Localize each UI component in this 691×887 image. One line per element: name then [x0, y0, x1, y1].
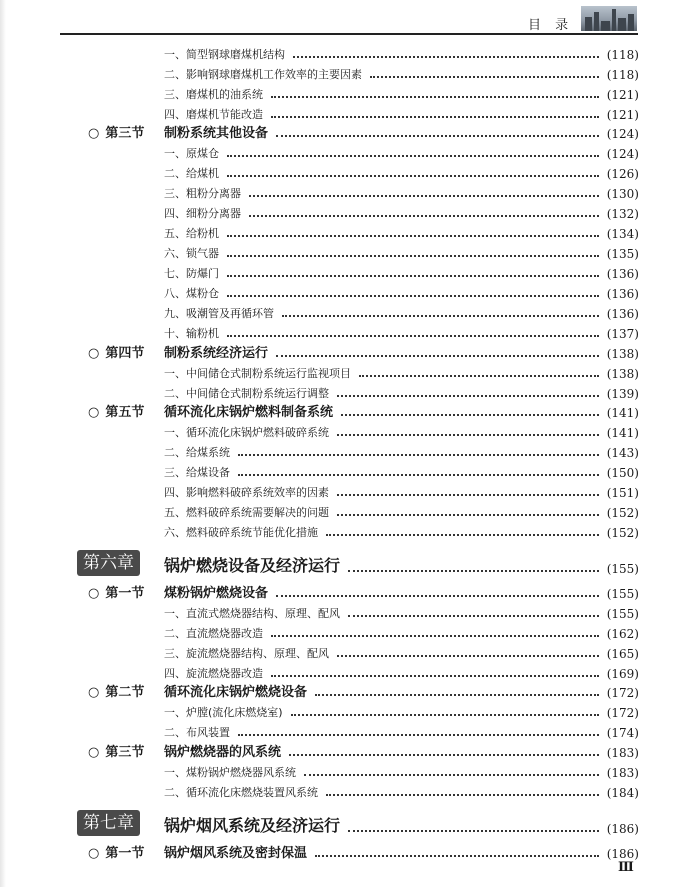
toc-page-number: (138) — [606, 367, 639, 381]
toc-title-group — [164, 285, 605, 301]
dot-leader — [315, 694, 599, 696]
section-number: 第三节 — [105, 745, 145, 760]
toc-item-row[interactable] — [0, 460, 691, 480]
toc-title-group — [164, 764, 605, 780]
circle-bullet-icon: ○ — [88, 586, 100, 601]
section-label — [88, 582, 144, 601]
toc-page-number: (186) — [606, 847, 639, 861]
toc-item-row[interactable] — [0, 281, 691, 301]
toc-item-row[interactable] — [0, 440, 691, 460]
toc-entry-title: 六、锁气器 — [164, 247, 219, 260]
dot-leader — [227, 295, 599, 297]
dot-leader — [276, 595, 599, 597]
toc-page-number: (121) — [606, 88, 639, 102]
toc-page-number: (130) — [606, 187, 639, 201]
toc-item-row[interactable] — [0, 500, 691, 520]
toc-entry-title: 十、输粉机 — [164, 327, 219, 340]
section-label — [88, 681, 144, 700]
toc-title-group — [164, 553, 605, 576]
toc-entry-title: 一、中间储仓式制粉系统运行监视项目 — [164, 367, 351, 380]
toc-title-group — [164, 784, 605, 800]
toc-entry-title: 循环流化床锅炉燃烧设备 — [164, 685, 308, 700]
toc-item-row[interactable] — [0, 621, 691, 641]
toc-entry-title: 三、旋流燃烧器结构、原理、配风 — [164, 647, 329, 660]
toc-title-group — [164, 106, 605, 122]
circle-bullet-icon: ○ — [88, 846, 100, 861]
dot-leader — [238, 454, 599, 456]
toc-page-number: (186) — [606, 822, 639, 836]
dot-leader — [337, 494, 599, 496]
toc-page-number: (124) — [606, 127, 639, 141]
dot-leader — [326, 534, 599, 536]
toc-item-row[interactable] — [0, 321, 691, 341]
dot-leader — [227, 275, 599, 277]
toc-entry-title: 一、原煤仓 — [164, 147, 219, 160]
toc-item-row[interactable] — [0, 62, 691, 82]
toc-chapter-row[interactable] — [0, 806, 691, 836]
toc-item-row[interactable] — [0, 480, 691, 500]
toc-chapter-row[interactable] — [0, 546, 691, 576]
toc-entry-title: 二、布风装置 — [164, 726, 230, 739]
dot-leader — [348, 570, 599, 572]
toc-page-number: (155) — [606, 587, 639, 601]
dot-leader — [282, 315, 599, 317]
toc-page-number: (126) — [606, 167, 639, 181]
toc-title-group — [164, 122, 605, 141]
dot-leader — [348, 615, 599, 617]
toc-page-number: (141) — [606, 406, 639, 420]
toc-page-number: (136) — [606, 267, 639, 281]
toc-entry-title: 二、中间储仓式制粉系统运行调整 — [164, 387, 329, 400]
toc-entry-title: 制粉系统经济运行 — [164, 346, 269, 361]
toc-item-row[interactable] — [0, 760, 691, 780]
dot-leader — [276, 355, 599, 357]
toc-title-group — [164, 524, 605, 540]
toc-entry-title: 锅炉烟风系统及经济运行 — [164, 816, 341, 835]
toc-item-row[interactable] — [0, 520, 691, 540]
section-label — [88, 741, 144, 760]
section-label — [88, 401, 144, 420]
toc-title-group — [164, 365, 605, 381]
toc-page-number: (174) — [606, 726, 639, 740]
dot-leader — [249, 195, 599, 197]
section-number: 第一节 — [105, 586, 145, 601]
toc-page-number: (137) — [606, 327, 639, 341]
dot-leader — [326, 794, 599, 796]
toc-item-row[interactable] — [0, 301, 691, 321]
toc-page-number: (135) — [606, 247, 639, 261]
toc-entry-title: 三、磨煤机的油系统 — [164, 88, 263, 101]
section-label — [88, 842, 144, 861]
dot-leader — [238, 734, 599, 736]
toc-title-group — [164, 205, 605, 221]
toc-item-row[interactable] — [0, 780, 691, 800]
toc-title-group — [164, 145, 605, 161]
toc-item-row[interactable] — [0, 700, 691, 720]
toc-entry-title: 八、煤粉仓 — [164, 287, 219, 300]
toc-title-group — [164, 66, 605, 82]
toc-page-number: (118) — [606, 68, 639, 82]
toc-title-group — [164, 444, 605, 460]
running-header: 目 录 — [528, 18, 574, 33]
toc-item-row[interactable] — [0, 601, 691, 621]
section-number: 第一节 — [105, 846, 145, 861]
toc-entry-title: 二、直流燃烧器改造 — [164, 627, 263, 640]
toc-page-number: (118) — [606, 48, 639, 62]
toc-item-row[interactable] — [0, 261, 691, 281]
toc-title-group — [164, 681, 605, 700]
toc-page-number: (136) — [606, 307, 639, 321]
toc-entry-title: 一、简型钢球磨煤机结构 — [164, 48, 285, 61]
toc-entry-title: 四、磨煤机节能改造 — [164, 108, 263, 121]
toc-entry-title: 二、影响钢球磨煤机工作效率的主要因素 — [164, 68, 362, 81]
circle-bullet-icon: ○ — [88, 685, 100, 700]
toc-entry-title: 一、煤粉锅炉燃烧器风系统 — [164, 766, 296, 779]
dot-leader — [271, 96, 599, 98]
dot-leader — [370, 76, 599, 78]
circle-bullet-icon: ○ — [88, 745, 100, 760]
toc-page-number: (151) — [606, 486, 639, 500]
toc-entry-title: 三、给煤设备 — [164, 466, 230, 479]
dot-leader — [271, 116, 599, 118]
dot-leader — [276, 135, 599, 137]
toc-entry-title: 锅炉烟风系统及密封保温 — [164, 846, 308, 861]
toc-page-number: (139) — [606, 387, 639, 401]
toc-title-group — [164, 464, 605, 480]
dot-leader — [271, 675, 599, 677]
toc-title-group — [164, 305, 605, 321]
dot-leader — [348, 830, 599, 832]
circle-bullet-icon: ○ — [88, 346, 100, 361]
dot-leader — [337, 655, 599, 657]
toc-page-number: (124) — [606, 147, 639, 161]
toc-title-group — [164, 46, 605, 62]
toc-page-number: (183) — [606, 746, 639, 760]
toc-entry-title: 五、给粉机 — [164, 227, 219, 240]
toc-title-group — [164, 582, 605, 601]
dot-leader — [227, 335, 599, 337]
section-number: 第二节 — [105, 685, 145, 700]
toc-page-number: (165) — [606, 647, 639, 661]
dot-leader — [315, 855, 599, 857]
section-label — [88, 122, 144, 141]
toc-section-row[interactable] — [0, 740, 691, 760]
toc-item-row[interactable] — [0, 661, 691, 681]
toc-entry-title: 三、粗粉分离器 — [164, 187, 241, 200]
dot-leader — [249, 215, 599, 217]
circle-bullet-icon: ○ — [88, 126, 100, 141]
toc-entry-title: 七、防爆门 — [164, 267, 219, 280]
toc-item-row[interactable] — [0, 420, 691, 440]
toc-title-group — [164, 645, 605, 661]
toc-item-row[interactable] — [0, 241, 691, 261]
toc-title-group — [164, 265, 605, 281]
toc-title-group — [164, 325, 605, 341]
toc-item-row[interactable] — [0, 82, 691, 102]
toc-title-group — [164, 185, 605, 201]
toc-title-group — [164, 245, 605, 261]
toc-entry-title: 制粉系统其他设备 — [164, 126, 269, 141]
toc-title-group — [164, 704, 605, 720]
dot-leader — [291, 714, 599, 716]
toc-item-row[interactable] — [0, 381, 691, 401]
toc-section-row[interactable] — [0, 680, 691, 700]
toc-title-group — [164, 401, 605, 420]
circle-bullet-icon: ○ — [88, 405, 100, 420]
toc-section-row[interactable] — [0, 841, 691, 861]
toc-page-number: (143) — [606, 446, 639, 460]
toc-title-group — [164, 813, 605, 836]
section-number: 第三节 — [105, 126, 145, 141]
page-number: Ⅲ — [618, 860, 634, 875]
dot-leader — [293, 56, 599, 58]
toc-title-group — [164, 86, 605, 102]
toc-section-row[interactable] — [0, 581, 691, 601]
toc-title-group — [164, 724, 605, 740]
dot-leader — [341, 414, 599, 416]
toc-item-row[interactable] — [0, 42, 691, 62]
toc-title-group — [164, 625, 605, 641]
chapter-badge: 第六章 — [77, 550, 140, 576]
toc-title-group — [164, 385, 605, 401]
toc-page-number: (152) — [606, 526, 639, 540]
dot-leader — [289, 754, 599, 756]
toc-page-number: (138) — [606, 347, 639, 361]
toc-page-number: (172) — [606, 706, 639, 720]
toc-entry-title: 一、循环流化床锅炉燃料破碎系统 — [164, 426, 329, 439]
toc-item-row[interactable] — [0, 361, 691, 381]
dot-leader — [238, 474, 599, 476]
toc-title-group — [164, 741, 605, 760]
toc-entry-title: 九、吸潮管及再循环管 — [164, 307, 274, 320]
toc-page-number: (141) — [606, 426, 639, 440]
toc-page-number: (155) — [606, 562, 639, 576]
toc-item-row[interactable] — [0, 201, 691, 221]
toc-page-number: (150) — [606, 466, 639, 480]
toc-page-number: (162) — [606, 627, 639, 641]
toc-page-number: (134) — [606, 227, 639, 241]
toc-entry-title: 循环流化床锅炉燃料制备系统 — [164, 405, 334, 420]
toc-page-number: (169) — [606, 667, 639, 681]
toc-title-group — [164, 665, 605, 681]
dot-leader — [227, 175, 599, 177]
toc-item-row[interactable] — [0, 641, 691, 661]
toc-item-row[interactable] — [0, 102, 691, 122]
toc-page-number: (121) — [606, 108, 639, 122]
toc-title-group — [164, 165, 605, 181]
dot-leader — [227, 255, 599, 257]
toc-entry-title: 二、循环流化床燃烧装置风系统 — [164, 786, 318, 799]
dot-leader — [337, 395, 599, 397]
toc-entry-title: 五、燃料破碎系统需要解决的问题 — [164, 506, 329, 519]
toc-section-row[interactable] — [0, 400, 691, 420]
toc-page-number: (136) — [606, 287, 639, 301]
dot-leader — [337, 434, 599, 436]
toc-entry-title: 六、燃料破碎系统节能优化措施 — [164, 526, 318, 539]
toc-entry-title: 锅炉燃烧设备及经济运行 — [164, 556, 341, 575]
toc-title-group — [164, 342, 605, 361]
dot-leader — [337, 514, 599, 516]
section-number: 第四节 — [105, 346, 145, 361]
toc-page-number: (184) — [606, 786, 639, 800]
chapter-badge: 第七章 — [77, 810, 140, 836]
toc-page-number: (183) — [606, 766, 639, 780]
dot-leader — [227, 155, 599, 157]
toc-item-row[interactable] — [0, 181, 691, 201]
toc-entry-title: 一、直流式燃烧器结构、原理、配风 — [164, 607, 340, 620]
dot-leader — [271, 635, 599, 637]
toc-entry-title: 四、旋流燃烧器改造 — [164, 667, 263, 680]
toc-section-row[interactable] — [0, 341, 691, 361]
toc-page-number: (152) — [606, 506, 639, 520]
toc-page-number: (155) — [606, 607, 639, 621]
toc-title-group — [164, 484, 605, 500]
toc-item-row[interactable] — [0, 141, 691, 161]
toc-entry-title: 四、影响燃料破碎系统效率的因素 — [164, 486, 329, 499]
toc-entry-title: 二、给煤机 — [164, 167, 219, 180]
toc-entry-title: 四、细粉分离器 — [164, 207, 241, 220]
toc-entry-title: 一、炉膛(流化床燃烧室) — [164, 706, 283, 719]
toc-item-row[interactable] — [0, 161, 691, 181]
toc-entry-title: 二、给煤系统 — [164, 446, 230, 459]
toc-page-number: (132) — [606, 207, 639, 221]
section-number: 第五节 — [105, 405, 145, 420]
toc-title-group — [164, 504, 605, 520]
toc-entry-title: 煤粉锅炉燃烧设备 — [164, 586, 269, 601]
dot-leader — [304, 774, 599, 776]
toc-title-group — [164, 225, 605, 241]
toc-title-group — [164, 605, 605, 621]
toc-title-group — [164, 424, 605, 440]
toc-title-group — [164, 842, 605, 861]
section-label — [88, 342, 144, 361]
toc-item-row[interactable] — [0, 221, 691, 241]
toc-section-row[interactable] — [0, 121, 691, 141]
dot-leader — [359, 375, 599, 377]
toc-item-row[interactable] — [0, 720, 691, 740]
toc-page-number: (172) — [606, 686, 639, 700]
dot-leader — [227, 235, 599, 237]
toc-entry-title: 锅炉燃烧器的风系统 — [164, 745, 282, 760]
